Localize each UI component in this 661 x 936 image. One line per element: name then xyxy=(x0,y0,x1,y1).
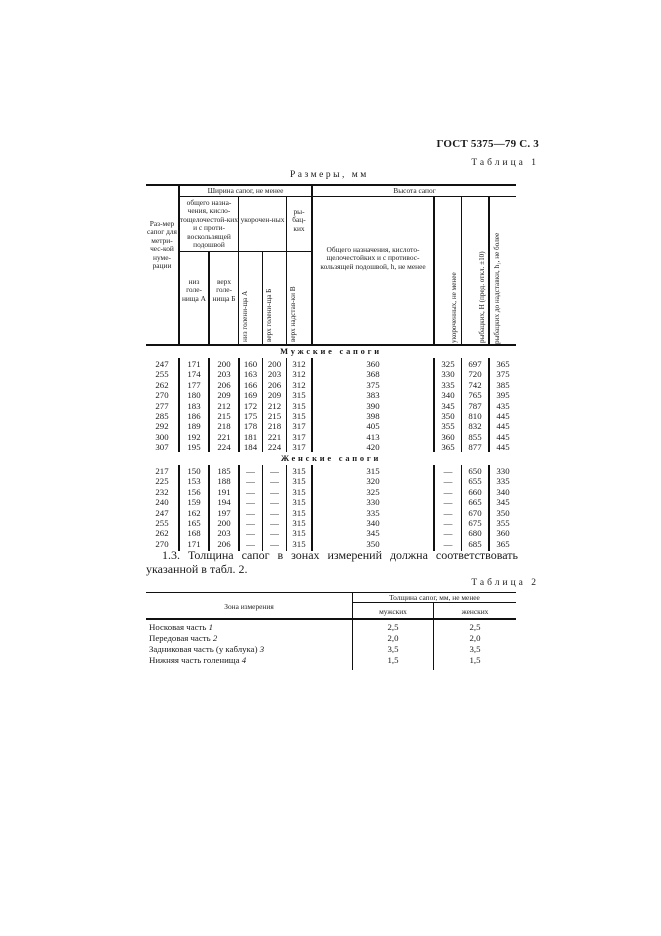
header-top-b: верх голе-нища Б xyxy=(212,277,236,303)
table-cell: 317 xyxy=(292,421,306,432)
table-cell: 395 xyxy=(496,390,510,401)
header-zone: Зона измерения xyxy=(224,602,274,611)
table-cell: 159 xyxy=(187,497,201,508)
table-cell: — xyxy=(246,497,255,508)
table-cell: — xyxy=(443,476,453,487)
table-cell: 445 xyxy=(496,431,510,442)
table-cell: 206 xyxy=(217,379,231,390)
header-size: Раз-мер сапог для метри-чес-кой нуме-рации xyxy=(147,219,177,271)
table-cell: — xyxy=(270,466,279,476)
table-cell: 153 xyxy=(187,476,201,487)
table-cell: 315 xyxy=(292,466,306,476)
table-cell: — xyxy=(246,538,255,549)
header-short-bottom-a: низ голени-ща А xyxy=(241,290,249,342)
table-cell: 660 xyxy=(468,486,482,497)
table-cell: 315 xyxy=(292,390,306,401)
header-men: мужских xyxy=(379,607,407,616)
table-cell: 212 xyxy=(267,400,282,411)
table-cell: 365 xyxy=(496,538,510,549)
table-row xyxy=(146,466,516,476)
men-value: 3,5 xyxy=(387,644,399,654)
table-row xyxy=(146,411,516,421)
zone-label: Нижняя часть голенища xyxy=(149,655,240,665)
table-cell: 277 xyxy=(155,400,169,411)
table-cell: 330 xyxy=(496,466,510,476)
table-cell: 340 xyxy=(441,390,455,401)
table-row xyxy=(146,476,516,486)
women-value: 3,5 xyxy=(469,644,481,654)
table-cell: 355 xyxy=(496,518,510,528)
table-cell: 360 xyxy=(441,431,455,442)
table-cell: 183 xyxy=(187,400,201,411)
table-cell: 345 xyxy=(496,497,510,508)
table2 xyxy=(146,592,516,672)
table-cell: 270 xyxy=(155,390,169,401)
table-cell: 675 xyxy=(468,518,482,528)
header-h-general: Общего назначения, кислото-щелочестойких и с противос-кользящей подошвой, h, не менее xyxy=(320,245,426,271)
table-cell: — xyxy=(270,538,279,549)
table-cell: 340 xyxy=(366,518,380,528)
table-row xyxy=(146,487,516,497)
table-cell: 340 xyxy=(496,486,510,497)
table-row xyxy=(146,633,516,643)
table-cell: 445 xyxy=(496,411,510,421)
table-cell: 191 xyxy=(217,486,231,497)
table-cell: 180 xyxy=(187,390,201,401)
header-fish-top-v: верх надстав-ки В xyxy=(289,286,297,342)
table-cell: 163 xyxy=(243,369,258,380)
table-cell: 171 xyxy=(187,538,201,549)
table-cell: — xyxy=(270,497,279,508)
table-cell: — xyxy=(246,518,255,528)
table-cell: 168 xyxy=(187,528,201,539)
table-cell: 445 xyxy=(496,442,510,453)
table-row xyxy=(146,369,516,379)
table-cell: 385 xyxy=(496,379,510,390)
table-cell: 212 xyxy=(217,400,231,411)
table-cell: 320 xyxy=(366,476,380,487)
table-cell: 832 xyxy=(468,421,482,432)
table1 xyxy=(146,184,516,549)
table-cell: 197 xyxy=(217,507,231,518)
table-cell: 240 xyxy=(155,497,169,508)
table-cell: 156 xyxy=(187,486,201,497)
table-cell: 188 xyxy=(217,476,231,487)
table-cell: 221 xyxy=(267,431,282,442)
table-cell: 203 xyxy=(267,369,282,380)
table-cell: 398 xyxy=(366,411,380,421)
table-cell: 224 xyxy=(217,442,231,453)
table-cell: 317 xyxy=(292,431,306,442)
table-cell: 330 xyxy=(366,497,380,508)
header-h-fish-to-ext: рыбацких до надставки, h₁, не более xyxy=(493,232,501,344)
table-cell: 787 xyxy=(468,400,482,411)
table-cell: 315 xyxy=(366,466,380,476)
zone-label: Задниковая часть (у каблука) xyxy=(149,644,258,654)
men-value: 1,5 xyxy=(387,655,399,665)
table-cell: 185 xyxy=(217,466,231,476)
table-cell: 420 xyxy=(366,442,380,453)
table-cell: — xyxy=(270,486,279,497)
table-cell: — xyxy=(270,476,279,487)
table-row xyxy=(146,421,516,431)
header-thickness: Толщина сапог, мм, не менее xyxy=(389,593,480,602)
zone-number: 1 xyxy=(208,622,213,632)
table-cell: 325 xyxy=(441,359,455,369)
zone-cell xyxy=(149,655,246,665)
table-row xyxy=(146,655,516,665)
table-cell: 262 xyxy=(155,379,169,390)
header-width-group: Ширина сапог, не менее xyxy=(207,186,284,195)
paragraph-1-3: 1.3. Толщина сапог в зонах измерений должна соответствовать указанной в табл. 2. xyxy=(146,548,518,576)
table-cell: 166 xyxy=(243,379,258,390)
table-cell: — xyxy=(443,486,453,497)
table-cell: 317 xyxy=(292,442,306,453)
table-row xyxy=(146,518,516,528)
table-cell: 217 xyxy=(155,466,169,476)
table-cell: 655 xyxy=(468,476,482,487)
table-cell: 315 xyxy=(292,528,306,539)
table-cell: 270 xyxy=(155,538,169,549)
table-cell: 345 xyxy=(366,528,380,539)
table-cell: 218 xyxy=(217,421,231,432)
table-cell: 365 xyxy=(496,359,510,369)
table-cell: 200 xyxy=(267,359,282,369)
zone-number: 4 xyxy=(241,655,247,665)
table-row xyxy=(146,508,516,518)
table-cell: — xyxy=(443,538,453,549)
table-cell: 224 xyxy=(267,442,282,453)
table-cell: 160 xyxy=(243,359,258,369)
table-cell: — xyxy=(246,486,255,497)
table-cell: 650 xyxy=(468,466,482,476)
table-cell: 765 xyxy=(468,390,482,401)
table-cell: 255 xyxy=(155,369,169,380)
table-cell: 315 xyxy=(292,538,306,549)
table-cell: 665 xyxy=(468,497,482,508)
table-cell: 171 xyxy=(187,359,201,369)
table-cell: 855 xyxy=(468,431,482,442)
table-cell: — xyxy=(443,497,453,508)
table-cell: 325 xyxy=(366,486,380,497)
header-shortened: укорочен-ных xyxy=(240,215,285,224)
table-cell: 150 xyxy=(187,466,201,476)
zone-number: 3 xyxy=(259,644,265,654)
table-cell: 262 xyxy=(155,528,169,539)
table-cell: 225 xyxy=(155,476,169,487)
table-cell: — xyxy=(270,507,279,518)
table-cell: 345 xyxy=(441,400,455,411)
table-cell: — xyxy=(443,466,453,476)
table-cell: 162 xyxy=(187,507,201,518)
table-cell: 350 xyxy=(366,538,380,549)
table-cell: — xyxy=(246,466,255,476)
table-cell: 720 xyxy=(468,369,482,380)
table-cell: 292 xyxy=(155,421,169,432)
table-cell: 312 xyxy=(292,359,306,369)
table-cell: 315 xyxy=(292,486,306,497)
table-cell: 203 xyxy=(217,528,231,539)
table-row xyxy=(146,359,516,369)
table-cell: 315 xyxy=(292,411,306,421)
header-h-fish: рыбацких, Н (пред. откл. ±10) xyxy=(478,251,486,343)
table-cell: 209 xyxy=(267,390,282,401)
table-cell: 300 xyxy=(155,431,169,442)
table-cell: 315 xyxy=(292,518,306,528)
table-row xyxy=(146,380,516,390)
table-cell: 680 xyxy=(468,528,482,539)
table-cell: 335 xyxy=(496,476,510,487)
table-cell: 350 xyxy=(441,411,455,421)
table-cell: 375 xyxy=(366,379,380,390)
table-cell: 445 xyxy=(496,421,510,432)
table-cell: 165 xyxy=(187,518,201,528)
zone-label: Передовая часть xyxy=(149,633,211,643)
table-cell: 405 xyxy=(366,421,380,432)
zone-cell xyxy=(149,644,264,654)
table-cell: 221 xyxy=(217,431,231,442)
header-bottom-a: низ голе-нища А xyxy=(181,277,207,303)
table-cell: 742 xyxy=(468,379,482,390)
table-cell: 368 xyxy=(366,369,380,380)
header-short-top-b: верх голени-ща Б xyxy=(265,288,273,342)
header-general: общего назна-чения, кисло-тощелочестой-ких и с проти-воскользящей подошвой xyxy=(180,198,238,250)
table-cell: 355 xyxy=(441,421,455,432)
table-cell: 375 xyxy=(496,369,510,380)
header-fishing: ры-бац-ких xyxy=(292,207,306,233)
table-cell: 315 xyxy=(292,476,306,487)
table-cell: 413 xyxy=(366,431,380,442)
table-cell: — xyxy=(246,507,255,518)
table-row xyxy=(146,401,516,411)
table-cell: 206 xyxy=(217,538,231,549)
header-height-group: Высота сапог xyxy=(393,186,436,195)
table-cell: 247 xyxy=(155,507,169,518)
table-row xyxy=(146,442,516,452)
table-cell: 186 xyxy=(187,411,201,421)
table-cell: 810 xyxy=(468,411,482,421)
table-cell: 390 xyxy=(366,400,380,411)
table-cell: 232 xyxy=(155,486,169,497)
table-cell: 209 xyxy=(217,390,231,401)
table-cell: — xyxy=(270,518,279,528)
header-h-short: укороченных, не менее xyxy=(450,272,458,343)
women-value: 2,5 xyxy=(469,622,481,632)
table-cell: 172 xyxy=(243,400,258,411)
table-cell: 203 xyxy=(217,369,231,380)
table-cell: 330 xyxy=(441,369,455,380)
table-cell: 181 xyxy=(243,431,258,442)
zone-label: Носковая часть xyxy=(149,622,207,632)
zone-number: 2 xyxy=(212,633,218,643)
header-women: женских xyxy=(461,607,489,616)
table-cell: — xyxy=(270,528,279,539)
table-cell: 189 xyxy=(187,421,201,432)
table-cell: — xyxy=(443,507,453,518)
table-cell: 175 xyxy=(243,411,258,421)
table-cell: 335 xyxy=(366,507,380,518)
table-cell: 365 xyxy=(441,442,455,453)
table-row xyxy=(146,528,516,538)
table-cell: — xyxy=(443,528,453,539)
table-cell: 192 xyxy=(187,431,201,442)
table-cell: 285 xyxy=(155,411,169,421)
table-cell: 697 xyxy=(468,359,482,369)
table-row xyxy=(146,432,516,442)
table-cell: 200 xyxy=(217,518,231,528)
table-cell: — xyxy=(443,518,453,528)
table-cell: 200 xyxy=(217,359,231,369)
women-value: 2,0 xyxy=(469,633,481,643)
table-cell: 335 xyxy=(441,379,455,390)
table-cell: 312 xyxy=(292,369,306,380)
table-row xyxy=(146,497,516,507)
table-cell: 360 xyxy=(496,528,510,539)
table-cell: 194 xyxy=(217,497,231,508)
men-value: 2,5 xyxy=(387,622,399,632)
table-cell: — xyxy=(246,528,255,539)
table1-label: Таблица 1 xyxy=(471,158,539,168)
zone-cell xyxy=(149,622,213,632)
table-cell: 435 xyxy=(496,400,510,411)
table-cell: 215 xyxy=(217,411,231,421)
table-cell: 177 xyxy=(187,379,201,390)
table-cell: 215 xyxy=(267,411,282,421)
table-cell: 315 xyxy=(292,507,306,518)
table-cell: 360 xyxy=(366,359,380,369)
section-title-men: Мужские сапоги xyxy=(280,347,382,356)
table-row xyxy=(146,622,516,632)
table-cell: 178 xyxy=(243,421,258,432)
table-cell: 307 xyxy=(155,442,169,453)
table1-units: Размеры, мм xyxy=(290,170,369,180)
table-cell: 247 xyxy=(155,359,169,369)
table-row xyxy=(146,390,516,400)
table-cell: 184 xyxy=(243,442,258,453)
page-header: ГОСТ 5375—79 С. 3 xyxy=(436,138,539,150)
table-cell: 315 xyxy=(292,400,306,411)
table-row xyxy=(146,644,516,654)
table-cell: 315 xyxy=(292,497,306,508)
table-cell: 685 xyxy=(468,538,482,549)
table-cell: 169 xyxy=(243,390,258,401)
women-value: 1,5 xyxy=(469,655,481,665)
table-cell: 174 xyxy=(187,369,201,380)
section-title-women: Женские сапоги xyxy=(280,454,382,463)
table-cell: 218 xyxy=(267,421,282,432)
zone-cell xyxy=(149,633,217,643)
table-cell: 877 xyxy=(468,442,482,453)
table-cell: — xyxy=(246,476,255,487)
men-value: 2,0 xyxy=(387,633,399,643)
table-cell: 206 xyxy=(267,379,282,390)
table-cell: 312 xyxy=(292,379,306,390)
table-cell: 195 xyxy=(187,442,201,453)
table-cell: 670 xyxy=(468,507,482,518)
table-cell: 255 xyxy=(155,518,169,528)
table-cell: 383 xyxy=(366,390,380,401)
table2-label: Таблица 2 xyxy=(471,578,539,588)
table-cell: 350 xyxy=(496,507,510,518)
